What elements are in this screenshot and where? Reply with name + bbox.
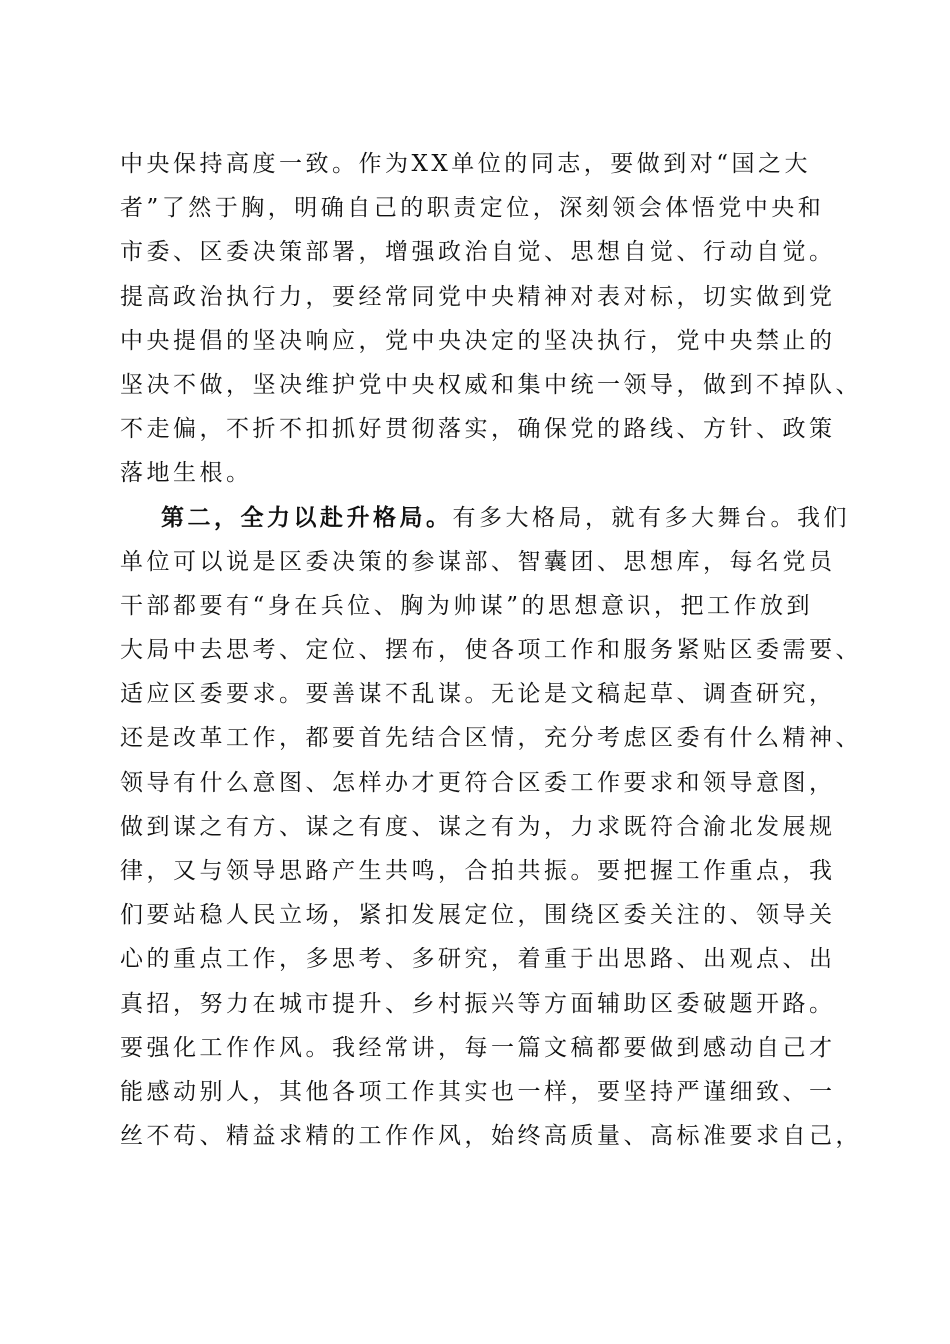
text-line: 能感动别人，其他各项工作其实也一样，要坚持严谨细致、一 [120,1078,836,1105]
text-line: 大局中去思考、定位、摆布，使各项工作和服务紧贴区委需要、 [120,637,862,664]
text-line: 落地生根。 [120,460,253,487]
text-line: 中央提倡的坚决响应，党中央决定的坚决执行，党中央禁止的 [120,327,836,354]
text-line: 提高政治执行力，要经常同党中央精神对表对标，切实做到党 [120,283,836,310]
paragraph-1 [120,142,860,496]
text-line: 真招，努力在城市提升、乡村振兴等方面辅助区委破题开路。 [120,990,836,1017]
text-line: 律，又与领导思路产生共鸣，合拍共振。要把握工作重点，我 [120,858,836,884]
text-line: 要强化工作作风。我经常讲，每一篇文稿都要做到感动自己才 [120,1034,836,1061]
text-line: 坚决不做，坚决维护党中央权威和集中统一领导，做到不掉队、 [120,371,862,398]
text-line: 单位可以说是区委决策的参谋部、智囊团、思想库，每名党员 [120,548,836,575]
text-line: 做到谋之有方、谋之有度、谋之有为，力求既符合渝北发展规 [120,813,836,840]
text-line: 丝不苟、精益求精的工作作风，始终高质量、高标准要求自己， [120,1123,862,1150]
document-body [120,142,860,1158]
text-line: 适应区委要求。要善谋不乱谋。无论是文稿起草、调查研究， [120,681,836,708]
paragraph-lead-heading: 第二，全力以赴升格局。 [161,503,453,531]
text-line: 中央保持高度一致。作为XX单位的同志，要做到对“国之大 [120,151,812,177]
text-line: 不走偏，不折不扣抓好贯彻落实，确保党的路线、方针、政策 [120,416,836,443]
text-line: 者”了然于胸，明确自己的职责定位，深刻领会体悟党中央和 [120,195,825,222]
text-line: 干部都要有“身在兵位、胸为帅谋”的思想意识，把工作放到 [120,592,814,619]
text-run: 有多大格局，就有多大舞台。我们 [452,504,850,531]
text-line: 们要站稳人民立场，紧扣发展定位，围绕区委关注的、领导关 [120,902,836,929]
text-line: 心的重点工作，多思考、多研究，着重于出思路、出观点、出 [120,946,836,973]
text-line: 市委、区委决策部署，增强政治自觉、思想自觉、行动自觉。 [120,239,836,266]
text-line: 还是改革工作，都要首先结合区情，充分考虑区委有什么精神、 [120,725,862,752]
text-line: 领导有什么意图、怎样办才更符合区委工作要求和领导意图， [120,769,836,796]
paragraph-2 [120,496,860,1159]
paragraph-first-line [120,496,860,540]
